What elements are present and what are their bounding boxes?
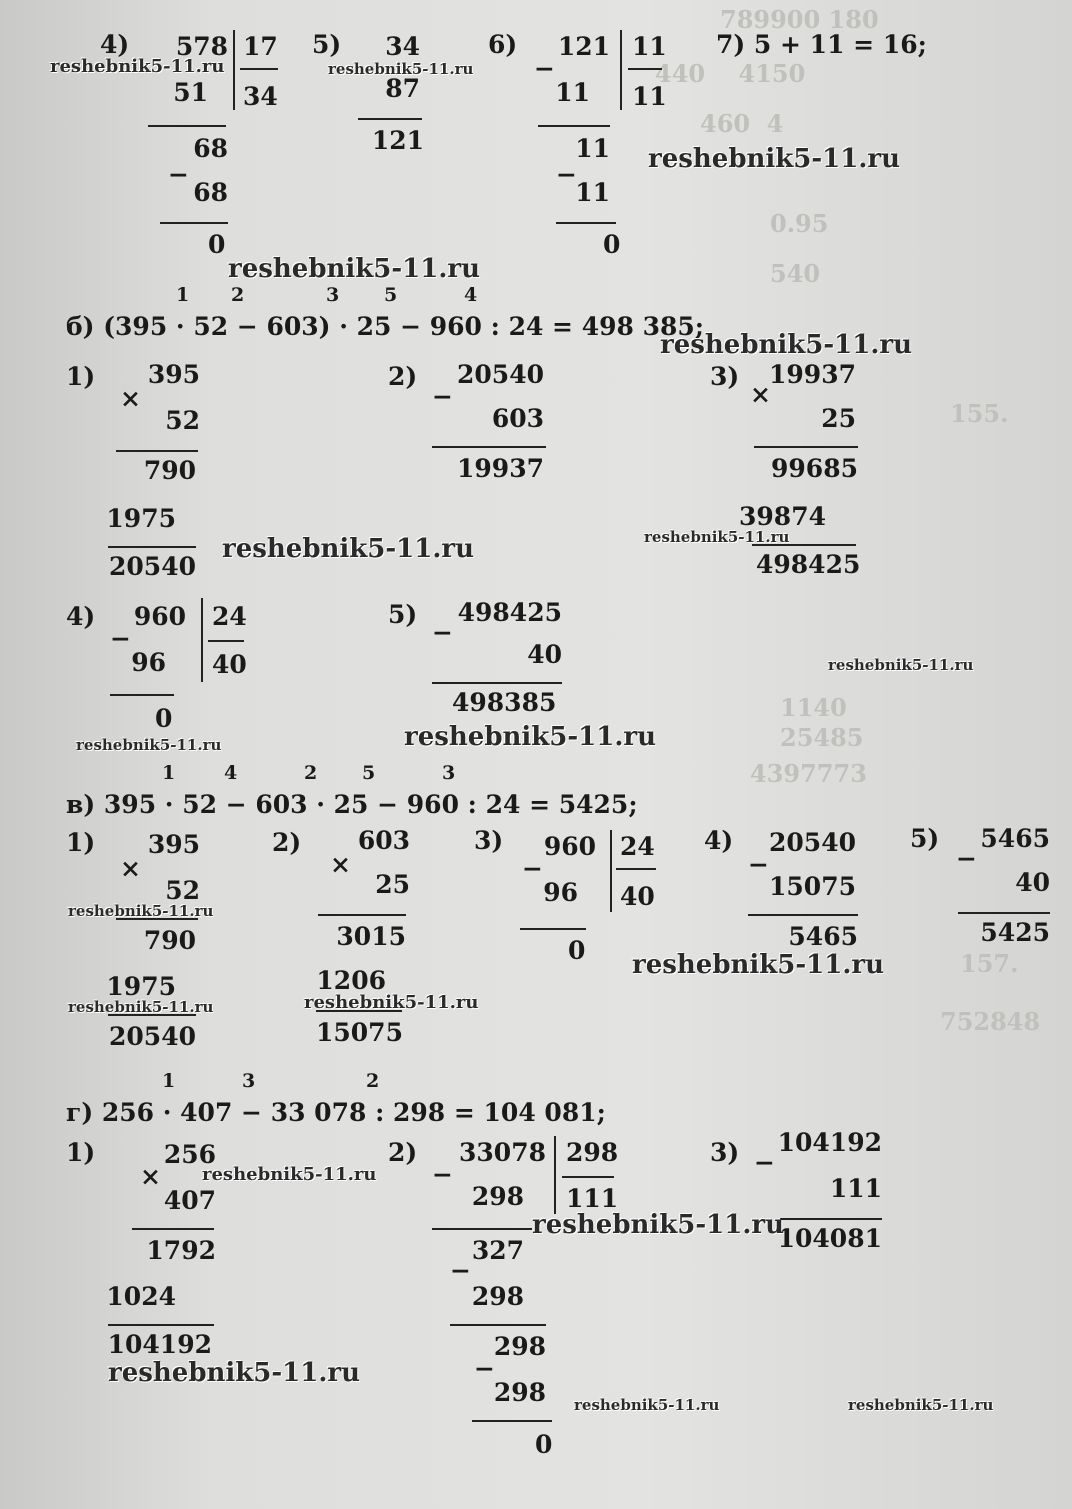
watermark: reshebnik5-11.ru [202, 1164, 377, 1185]
watermark: reshebnik5-11.ru [328, 60, 474, 78]
subtrahend: 11 [555, 78, 590, 107]
subtrahend: 96 [131, 648, 166, 677]
division-bar [610, 830, 612, 912]
watermark: reshebnik5-11.ru [828, 656, 974, 674]
watermark: reshebnik5-11.ru [648, 144, 901, 174]
minus-sign: − [432, 382, 453, 411]
dividend: 960 [543, 832, 596, 861]
partial-product: 1975 [106, 972, 176, 1001]
sum: 121 [371, 126, 424, 155]
watermark: reshebnik5-11.ru [50, 56, 225, 77]
order-mark: 1 [162, 1070, 176, 1092]
order-mark: 4 [464, 284, 478, 306]
difference: 5465 [788, 922, 858, 951]
minus-sign: − [754, 1148, 775, 1177]
divisor: 11 [632, 32, 667, 61]
result-line [116, 450, 198, 452]
result-line [432, 446, 546, 448]
remainder-zero: 0 [568, 936, 586, 965]
order-mark: 2 [304, 762, 318, 784]
remainder: 68 [193, 134, 228, 163]
result-line [556, 222, 616, 224]
product: 20540 [109, 552, 196, 581]
result-line [108, 1324, 214, 1326]
label-4: 4) [704, 826, 734, 855]
minus-sign: − [534, 54, 555, 83]
label-3: 3) [474, 826, 504, 855]
remainder: 327 [471, 1236, 524, 1265]
subtrahend: 298 [471, 1182, 524, 1211]
subtrahend: 40 [1015, 868, 1050, 897]
factor: 395 [147, 830, 200, 859]
watermark: reshebnik5-11.ru [532, 1210, 785, 1240]
textbook-page: 789900 180 440 4150 460 4 0.95 540 155. 1140 25485 4397773 157. 752848 4) 578 17 51 34 68 − 68 0 5) 34 87 121 6) 121 − 11 11 11 11 − 11 0 7) 5 + 11 = 16; 1 2 3 5 4 б) (395 · 52 − 603) · 25 − 960 : 24 = 498 385; 1) 395 × 52 790 1975 20540 2) 20540 − 603 19937 3) 19937 × 25 99685 39874 498425 4) 960 − 24 96 40 0 5) 498425 − 40 498385 1 4 2 5 3 в) 395 · 52 − 603 · 25 − 960 : 24 = 5425; 1) 395 × 52 790 1975 20540 2) 603 × 25 3015 1206 15075 3) 960 − 24 96 40 0 4) 20540 − 15075 5465 5) 5465 − 40 5425 1 3 2 г) 256 · 407 − 33 078 : 298 = 104 081; 1) 256 × 407 1792 1024 104192 2) 33078 − 298 298 111 327 − 298 298 − 298 0 3) 104192 − 111 104081 reshebnik5-11.ru reshebnik5-11.ru reshebnik5-11.ru reshebnik5-11.ru reshebnik5-11.ru reshebnik5-11.ru reshebnik5-11.ru reshebnik5-11.ru reshebnik5-11.ru reshebnik5-11.ru reshebnik5-11.ru reshebnik5-11.ru reshebnik5-11.ru reshebnik5-11.ru reshebnik5-11.ru reshebnik5-11.ru reshebnik5-11.ru reshebnik5-11.ru reshebnik5-11.ru [0, 0, 1072, 1509]
factor: 19937 [769, 360, 856, 389]
label-1: 1) [66, 362, 96, 391]
result-line [432, 1228, 532, 1230]
equation-g: г) 256 · 407 − 33 078 : 298 = 104 081; [66, 1098, 606, 1127]
difference: 19937 [457, 454, 544, 483]
divisor: 24 [212, 602, 247, 631]
order-mark: 1 [176, 284, 190, 306]
watermark: reshebnik5-11.ru [222, 534, 475, 564]
result-line [432, 682, 562, 684]
times-sign: × [330, 850, 351, 879]
equation-v: в) 395 · 52 − 603 · 25 − 960 : 24 = 5425; [66, 790, 638, 819]
partial-product: 3015 [336, 922, 406, 951]
result-line [110, 694, 174, 696]
minus-sign: − [556, 160, 577, 189]
factor: 395 [147, 360, 200, 389]
label-5: 5) [910, 824, 940, 853]
remainder: 11 [575, 134, 610, 163]
quotient: 40 [212, 650, 247, 679]
label-6: 6) [488, 30, 518, 59]
watermark: reshebnik5-11.ru [404, 722, 657, 752]
watermark: reshebnik5-11.ru [228, 254, 481, 284]
watermark: reshebnik5-11.ru [68, 902, 214, 920]
subtrahend: 111 [829, 1174, 882, 1203]
factor: 603 [357, 826, 410, 855]
divisor-line [628, 68, 662, 70]
label-1: 1) [66, 1138, 96, 1167]
order-mark: 5 [384, 284, 398, 306]
subtrahend: 15075 [769, 872, 856, 901]
factor: 407 [163, 1186, 216, 1215]
result-line [318, 914, 406, 916]
subtrahend: 298 [471, 1282, 524, 1311]
minuend: 104192 [777, 1128, 882, 1157]
result-line [538, 125, 610, 127]
order-mark: 4 [224, 762, 238, 784]
minus-sign: − [956, 844, 977, 873]
divisor-line [616, 868, 656, 870]
result-line [958, 912, 1050, 914]
product: 15075 [316, 1018, 403, 1047]
division-bar [620, 30, 622, 110]
difference: 104081 [777, 1224, 882, 1253]
watermark: reshebnik5-11.ru [848, 1396, 994, 1414]
result-line [132, 1228, 214, 1230]
factor: 52 [165, 876, 200, 905]
label-3: 3) [710, 1138, 740, 1167]
remainder-zero: 0 [603, 230, 621, 259]
quotient: 11 [632, 82, 667, 111]
times-sign: × [120, 384, 141, 413]
division-bar [233, 30, 235, 110]
remainder: 298 [493, 1332, 546, 1361]
divisor-line [240, 68, 278, 70]
remainder-zero: 0 [155, 704, 173, 733]
watermark: reshebnik5-11.ru [304, 992, 479, 1013]
order-mark: 3 [442, 762, 456, 784]
division-bar [201, 598, 203, 682]
addend: 34 [385, 32, 420, 61]
minus-sign: − [168, 160, 189, 189]
watermark: reshebnik5-11.ru [644, 528, 790, 546]
subtrahend: 68 [193, 178, 228, 207]
times-sign: × [750, 380, 771, 409]
result-line [160, 222, 228, 224]
partial-product: 1975 [106, 504, 176, 533]
watermark: reshebnik5-11.ru [76, 736, 222, 754]
label-5: 5) [388, 600, 418, 629]
divisor-line [208, 640, 244, 642]
minuend: 5465 [980, 824, 1050, 853]
quotient: 111 [566, 1184, 619, 1213]
product: 498425 [756, 550, 861, 579]
minuend: 20540 [769, 828, 856, 857]
quotient: 40 [620, 882, 655, 911]
minus-sign: − [432, 618, 453, 647]
partial-product: 1024 [106, 1282, 176, 1311]
label-2: 2) [388, 1138, 418, 1167]
dividend: 121 [557, 32, 610, 61]
result-line [450, 1324, 546, 1326]
minus-sign: − [450, 1256, 471, 1285]
factor: 25 [375, 870, 410, 899]
label-1: 1) [66, 828, 96, 857]
dividend: 33078 [459, 1138, 546, 1167]
label-2: 2) [388, 362, 418, 391]
division-bar [554, 1136, 556, 1214]
order-mark: 5 [362, 762, 376, 784]
result-line [108, 546, 196, 548]
minus-sign: − [432, 1160, 453, 1189]
label-2: 2) [272, 828, 302, 857]
watermark: reshebnik5-11.ru [632, 950, 885, 980]
result-line [780, 1218, 882, 1220]
minus-sign: − [522, 854, 543, 883]
times-sign: × [140, 1162, 161, 1191]
result-line [358, 118, 422, 120]
minuend: 498425 [457, 598, 562, 627]
equation-b: б) (395 · 52 − 603) · 25 − 960 : 24 = 498 385; [66, 312, 705, 341]
order-mark: 3 [242, 1070, 256, 1092]
label-3: 3) [710, 362, 740, 391]
result-line [748, 914, 858, 916]
subtrahend: 603 [491, 404, 544, 433]
dividend: 960 [133, 602, 186, 631]
remainder-zero: 0 [535, 1430, 553, 1459]
minus-sign: − [474, 1354, 495, 1383]
watermark: reshebnik5-11.ru [68, 998, 214, 1016]
order-mark: 3 [326, 284, 340, 306]
subtrahend: 298 [493, 1378, 546, 1407]
watermark: reshebnik5-11.ru [660, 330, 913, 360]
minus-sign: − [110, 624, 131, 653]
addend: 87 [385, 74, 420, 103]
result-line [754, 446, 858, 448]
divisor: 17 [243, 32, 278, 61]
subtrahend: 40 [527, 640, 562, 669]
remainder-zero: 0 [208, 230, 226, 259]
order-mark: 1 [162, 762, 176, 784]
factor: 256 [163, 1140, 216, 1169]
partial-product: 790 [143, 926, 196, 955]
partial-product: 790 [143, 456, 196, 485]
minus-sign: − [748, 850, 769, 879]
times-sign: × [120, 854, 141, 883]
result-line [472, 1420, 552, 1422]
factor: 52 [165, 406, 200, 435]
dividend: 578 [175, 32, 228, 61]
divisor-line [562, 1176, 614, 1178]
subtrahend: 51 [173, 78, 208, 107]
watermark: reshebnik5-11.ru [574, 1396, 720, 1414]
label-4: 4) [66, 602, 96, 631]
label-4: 4) [100, 30, 130, 59]
divisor: 298 [566, 1138, 619, 1167]
order-mark: 2 [366, 1070, 380, 1092]
product: 20540 [109, 1022, 196, 1051]
minuend: 20540 [457, 360, 544, 389]
order-mark: 2 [231, 284, 245, 306]
result-line [148, 125, 226, 127]
quotient: 34 [243, 82, 278, 111]
partial-product: 1792 [146, 1236, 216, 1265]
label-7-equation: 7) 5 + 11 = 16; [716, 30, 927, 59]
divisor: 24 [620, 832, 655, 861]
subtrahend: 96 [543, 878, 578, 907]
result-line [520, 928, 586, 930]
label-5: 5) [312, 30, 342, 59]
difference: 498385 [452, 688, 557, 717]
watermark: reshebnik5-11.ru [108, 1358, 361, 1388]
partial-product: 39874 [739, 502, 826, 531]
partial-product: 1206 [316, 966, 386, 995]
product: 104192 [107, 1330, 212, 1359]
factor: 25 [821, 404, 856, 433]
difference: 5425 [980, 918, 1050, 947]
subtrahend: 11 [575, 178, 610, 207]
partial-product: 99685 [771, 454, 858, 483]
